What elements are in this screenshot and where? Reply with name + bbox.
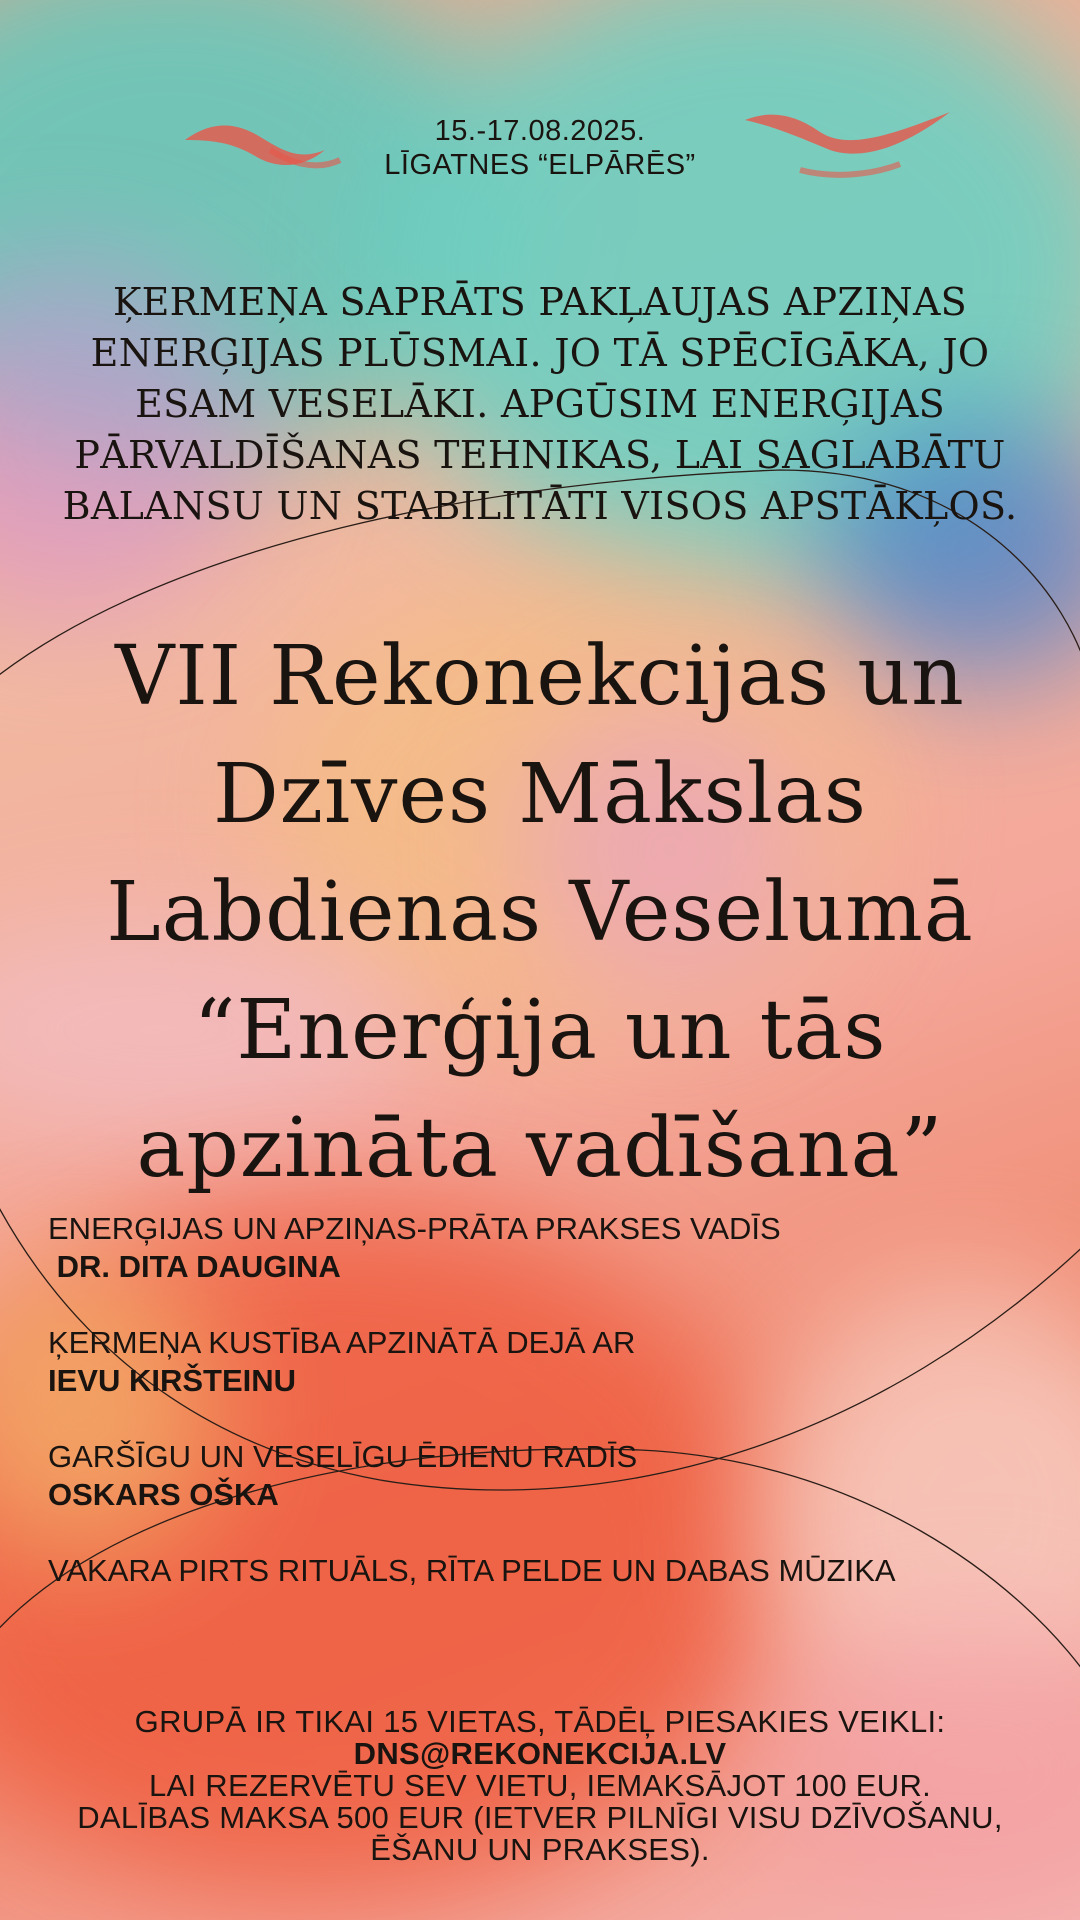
- program-item: [48, 1552, 948, 1590]
- event-date: 15.-17.08.2025.: [434, 115, 646, 147]
- title-line: apzināta vadīšana”: [136, 1101, 944, 1196]
- program-item-text: ĶERMEŅA KUSTĪBA APZINĀTĀ DEJĀ AR: [48, 1325, 636, 1360]
- title-line: Dzīves Mākslas: [213, 747, 867, 842]
- title-line: Labdienas Veselumā: [106, 865, 974, 960]
- contact-email[interactable]: DNS@REKONEKCIJA.LV: [353, 1736, 727, 1771]
- program-item-text: GARŠĪGU UN VESELĪGU ĒDIENU RADĪS: [48, 1439, 638, 1474]
- footer-line: ĒŠANU UN PRAKSES).: [370, 1832, 710, 1867]
- intro-text: ĶERMEŅA SAPRĀTS PAKĻAUJAS APZIŅAS ENERĢIJAS PLŪSMAI. JO TĀ SPĒCĪGĀKA, JO ESAM VESELĀKI. APGŪSIM ENERĢIJAS PĀRVALDĪŠANAS TEHNIKAS, LAI SAGLABĀTU BALANSU UN STABILITĀTI VISOS APSTĀKĻOS.: [62, 280, 1018, 528]
- program-item: [48, 1210, 1048, 1286]
- program-item-host: DR. DITA DAUGINA: [48, 1249, 341, 1284]
- registration-info: [0, 1706, 1080, 1866]
- program-item: [48, 1438, 1048, 1514]
- program-item-host: OSKARS OŠKA: [48, 1477, 279, 1512]
- event-title: [40, 618, 1040, 1208]
- program-item-host: IEVU KIRŠTEINU: [48, 1363, 297, 1398]
- title-line: VII Rekonekcijas un: [115, 629, 965, 724]
- program-list: [48, 1210, 1048, 1628]
- footer-line: LAI REZERVĒTU SEV VIETU, IEMAKSĀJOT 100 EUR.: [148, 1768, 932, 1803]
- program-item-text: ENERĢIJAS UN APZIŅAS-PRĀTA PRAKSES VADĪS: [48, 1211, 781, 1246]
- title-line: “Enerģija un tās: [193, 983, 887, 1078]
- event-date-venue: [0, 114, 1080, 182]
- footer-line: GRUPĀ IR TIKAI 15 VIETAS, TĀDĒĻ PIESAKIES VEIKLI:: [134, 1704, 946, 1739]
- event-venue: LĪGATNES “ELPĀRĒS”: [384, 149, 696, 181]
- program-item: [48, 1324, 1048, 1400]
- program-item-text: VAKARA PIRTS RITUĀLS, RĪTA PELDE UN DABAS MŪZIKA: [48, 1553, 896, 1588]
- footer-line: DALĪBAS MAKSA 500 EUR (IETVER PILNĪGI VISU DZĪVOŠANU,: [77, 1800, 1003, 1835]
